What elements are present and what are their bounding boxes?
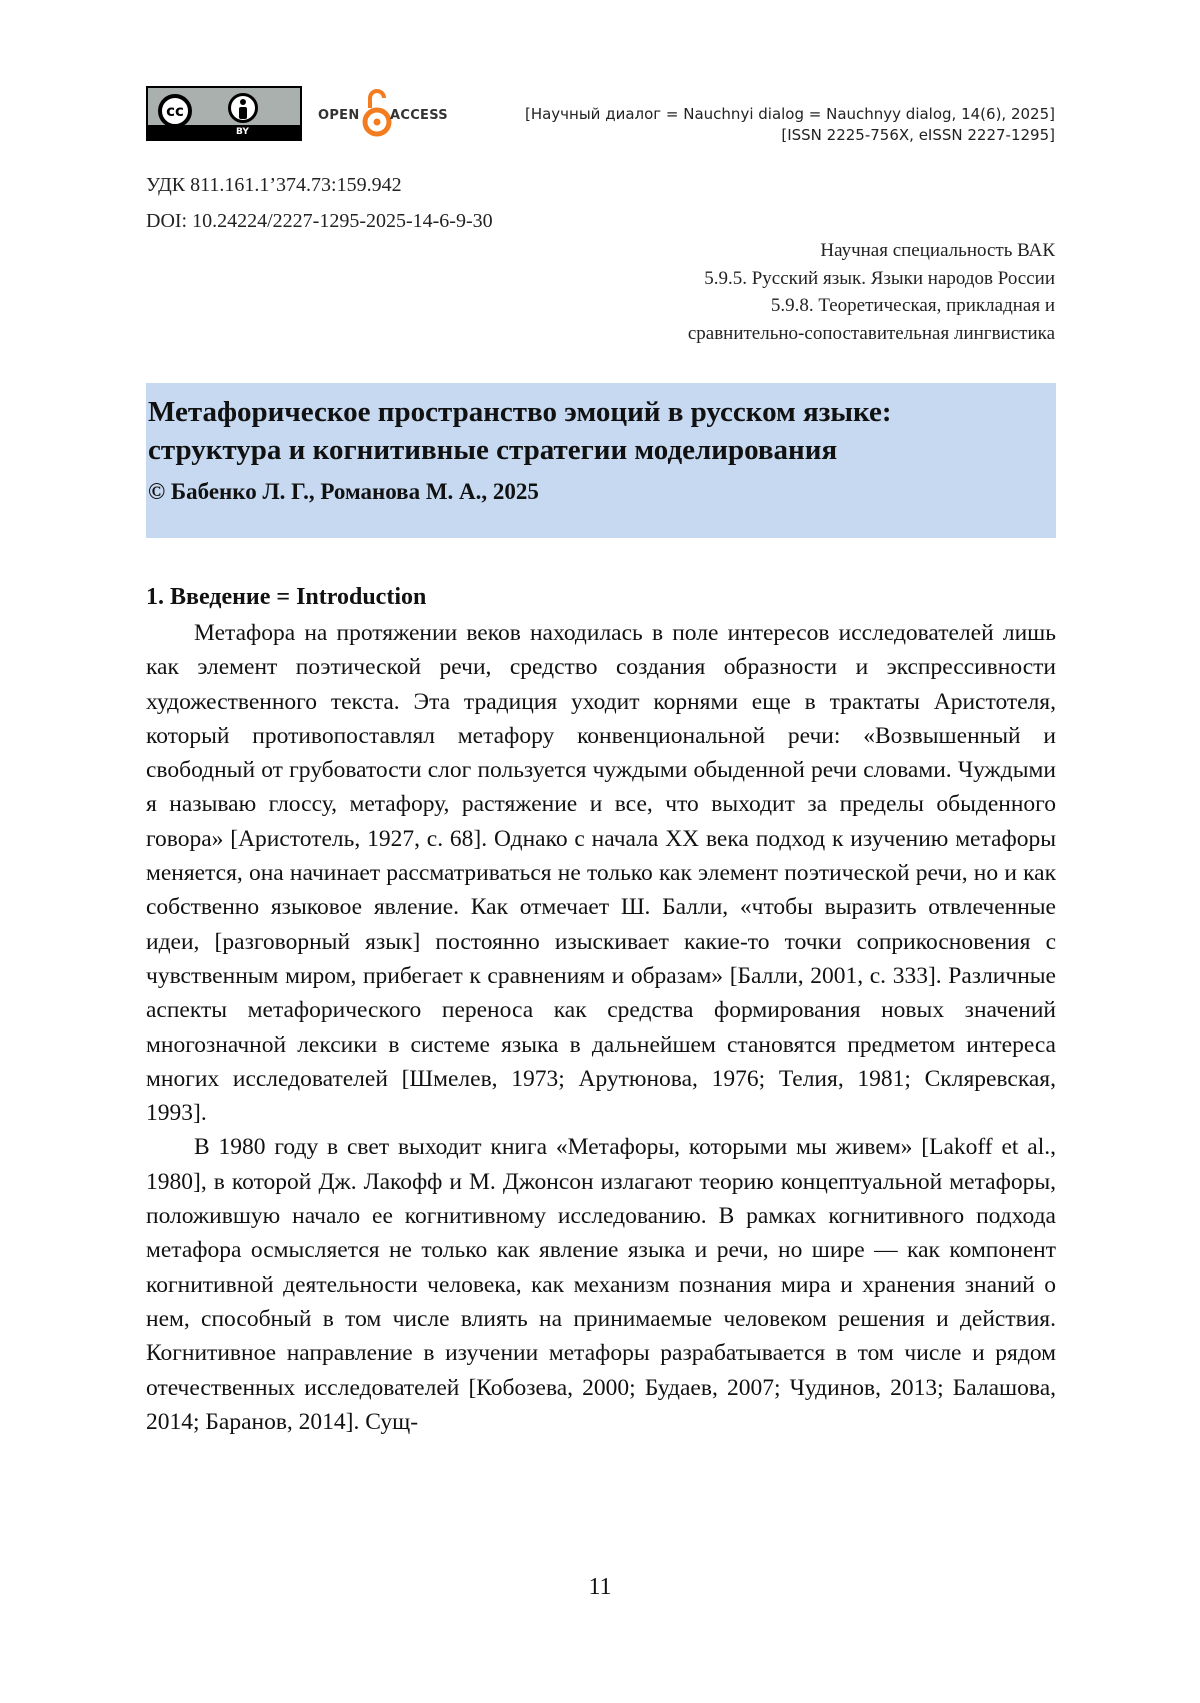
udk-code: УДК 811.161.1’374.73:159.942 (146, 174, 402, 196)
journal-citation (525, 104, 1055, 146)
article-title (148, 393, 1054, 469)
license-label: BY (236, 127, 249, 137)
oa-open-text: OPEN (318, 108, 360, 123)
license-label-strip (148, 125, 300, 139)
page-number: 11 (588, 1574, 612, 1600)
specialty-item-continuation: сравнительно-сопоставительная лингвистика (687, 322, 1055, 344)
scientific-specialty (688, 237, 1055, 347)
body-paragraph: Метафора на протяжении веков находилась в поле интересов исследователей лишь как элемент поэтической речи, средство создания образности и экспрессивности художественного текста. Эта традиция уходит корнями еще в трактаты Аристотеля, который противопоставлял метафору конвенциональной речи: «Возвышенный и свободный от грубоватости слог пользуется чуждыми обыденной речи словами. Чуждыми я называю глоссу, метафору, растяжение и все, что выходит за пределы обыденного говора» [Аристотель, 1927, с. 68]. Однако с начала XX века подход к изучению метафоры меняется, она начинает рассматриваться не только как элемент поэтической речи, но и как собственно языковое явление. Как отмечает Ш. Балли, «чтобы выразить отвлеченные идеи, [разговорный язык] постоянно изыскивает какие-то точки соприкосновения с чувственным миром, прибегает к сравнениям и образам» [Балли, 2001, с. 333]. Различные аспекты метафорического переноса как средства формирования новых значений многозначной лексики в системе языка в дальнейшем становятся предметом интереса многих исследователей [Шмелев, 1973; Арутюнова, 1976; Телия, 1981; Скляревская, 1993]. (146, 620, 1056, 1127)
oa-access-text: ACCESS (390, 108, 448, 123)
article-title-block (146, 383, 1056, 538)
article-title-line: структура и когнитивные стратегии моделирования (148, 434, 838, 466)
specialty-heading: Научная специальность ВАК (820, 240, 1055, 261)
article-title-line: Метафорическое пространство эмоций в русском языке: (148, 396, 892, 428)
journal-issn-line: [ISSN 2225-756X, eISSN 2227-1295] (781, 126, 1055, 144)
section-heading: 1. Введение = Introduction (146, 584, 427, 610)
specialty-item: 5.9.5. Русский язык. Языки народов России (704, 267, 1055, 289)
cc-icon: cc (158, 94, 192, 128)
body-paragraph: В 1980 году в свет выходит книга «Метафоры, которыми мы живем» [Lakoff et al., 1980], в которой Дж. Лакофф и М. Джонсон излагают теорию концептуальной метафоры, положившую начало ее когнитивному исследованию. В рамках когнитивного подхода метафора осмысляется не только как явление языка и речи, но шире — как компонент когнитивной деятельности человека, как механизм познания мира и хранения знаний о нем, способный в том числе влиять на принимаемые человеком решения и действия. Когнитивное направление в изучении метафоры разрабатывается в том числе и рядом отечественных исследователей [Кобозева, 2000; Будаев, 2007; Чудинов, 2013; Балашова, 2014; Баранов, 2014]. Сущ- (146, 1134, 1056, 1435)
doi-identifier[interactable]: DOI: 10.24224/2227-1295-2025-14-6-9-30 (146, 210, 493, 232)
journal-citation-line: [Научный диалог = Nauchnyi dialog = Nauchnyy dialog, 14(6), 2025] (524, 105, 1055, 123)
attribution-person-icon (228, 93, 258, 123)
open-access-lock-icon (362, 86, 392, 138)
specialty-item: 5.9.8. Теоретическая, прикладная и (770, 295, 1055, 316)
cc-by-license-badge[interactable] (146, 86, 302, 141)
article-authors: © Бабенко Л. Г., Романова М. А., 2025 (148, 479, 539, 504)
article-body (146, 616, 1056, 1439)
open-access-logo[interactable] (318, 86, 468, 138)
